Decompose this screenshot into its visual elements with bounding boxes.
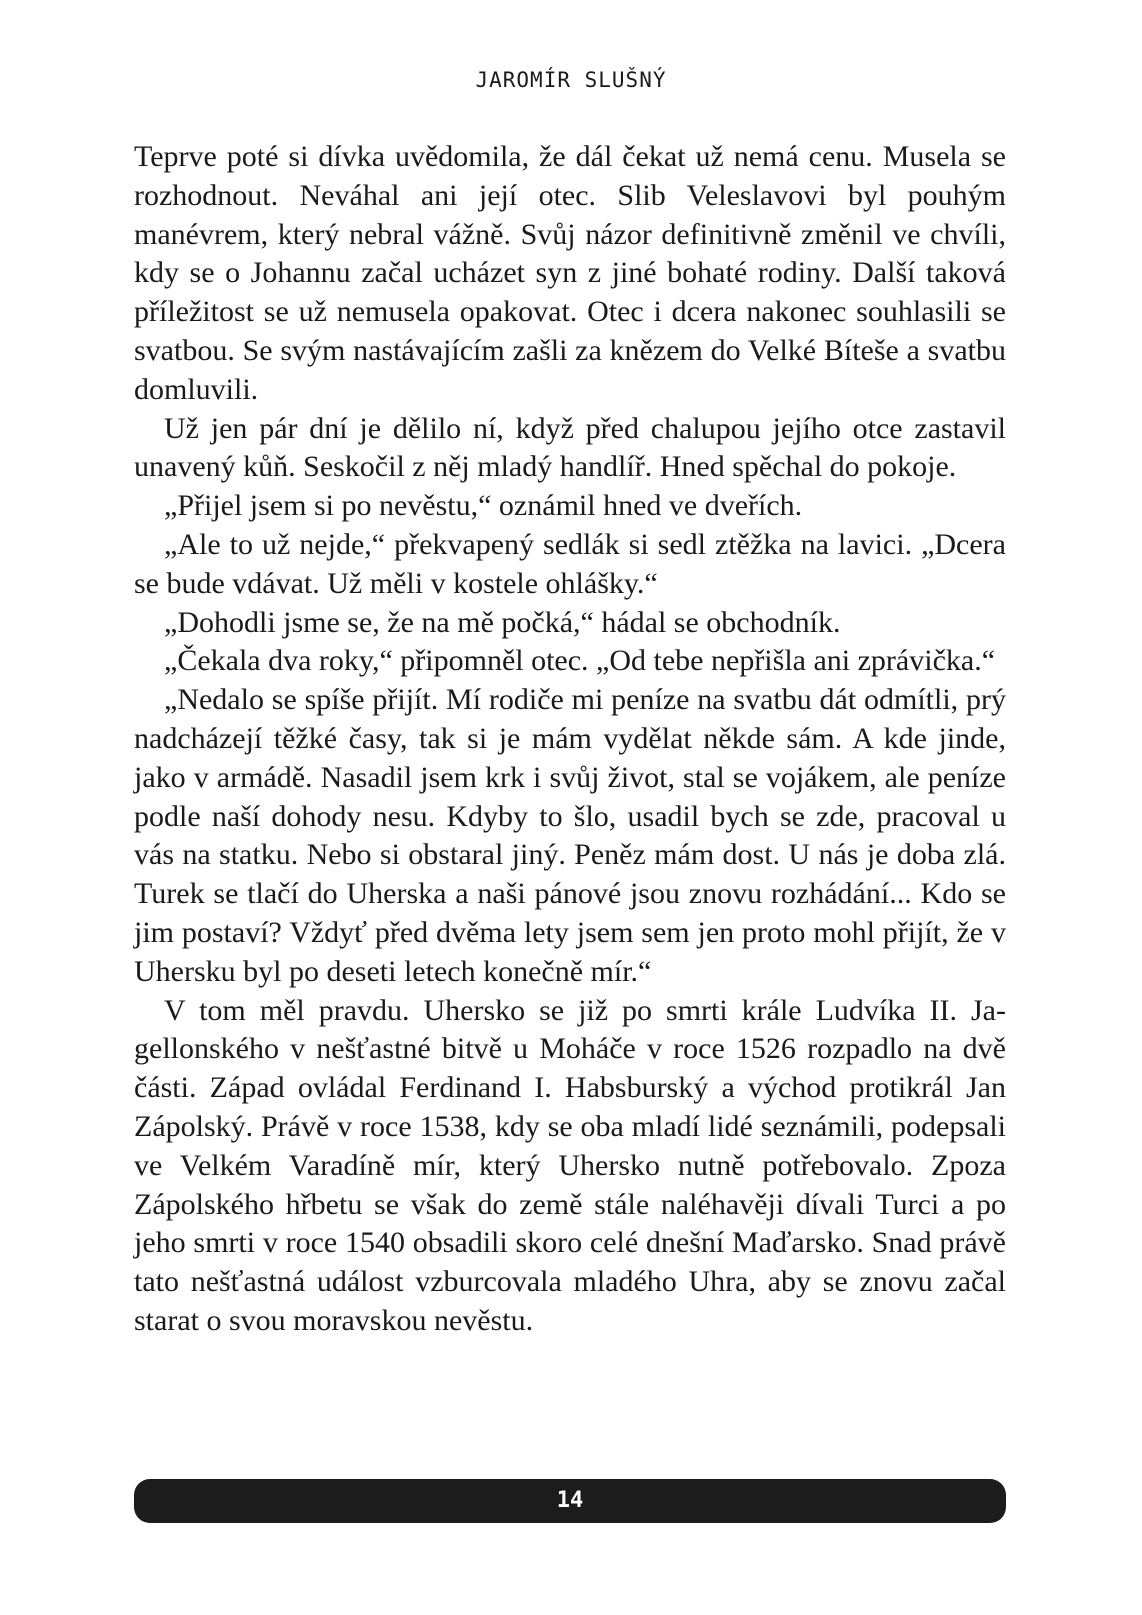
paragraph: Už jen pár dní je dělilo ní, když před chalupou jejího otce zastavil unavený kůň. Seskočil z něj mladý handlíř. Hned spěchal do pokoje. (134, 411, 1006, 484)
paragraph: Teprve poté si dívka uvědomila, že dál čekat už nemá cenu. Musela se rozhodnout. Neváhal ani její otec. Slib Veleslavovi byl pouhým manévrem, který nebral vážně. Svůj názor definitivně změnil ve chvíli, kdy se o Johannu začal ucházet syn z jiné bohaté rodiny. Další taková příležitost se už nemusela opakovat. Otec i dcera nakonec souhlasili se svatbou. Se svým nastávajícím zašli za knězem do Velké Bíteše a svatbu domluvili. (134, 140, 1006, 406)
paragraph: „Ale to už nejde,“ překvapený sedlák si sedl ztěžka na lavici. „Dcera se bude vdávat. Už měli v kostele ohlášky.“ (134, 527, 1006, 600)
footer-bar (134, 1479, 1006, 1523)
paragraph: V tom měl pravdu. Uhersko se již po smrti krále Ludvíka II. Jagellonského v nešťastné bitvě u Moháče v roce 1526 rozpadlo na dvě části. Západ ovládal Ferdinand I. Habsburský a východ protikrál Jan Zápolský. Právě v roce 1538, kdy se oba mladí lidé seznámili, podepsali ve Velkém Varadíně mír, který Uhersko nutně potřebovalo. Zpoza Zápolského hřbetu se však do země stále naléhavěji dívali Turci a po jeho smrti v roce 1540 obsadili skoro celé dnešní Maďarsko. Snad právě tato nešťastná událost vzburcovala mladého Uhra, aby se znovu začal starat o svou moravskou nevěstu. (134, 993, 1006, 1337)
running-head-author: JAROMÍR SLUŠNÝ (475, 68, 667, 92)
paragraph: „Nedalo se spíše přijít. Mí rodiče mi peníze na svatbu dát odmítli, prý nadcházejí těžké časy, tak si je mám vydělat někde sám. A kde jinde, jako v armádě. Nasadil jsem krk i svůj život, stal se vojákem, ale peníze podle naší dohody nesu. Kdyby to šlo, usadil bych se zde, pracoval u vás na statku. Nebo si obstaral jiný. Peněz mám dost. U nás je doba zlá. Turek se tlačí do Uherska a naši pánové jsou znovu rozhádání... Kdo se jim postaví? Vždyť před dvěma lety jsem sem jen proto mohl přijít, že v Uhersku byl po deseti letech konečně mír.“ (134, 683, 1006, 988)
paragraph: „Přijel jsem si po nevěstu,“ oznámil hned ve dveřích. (164, 489, 803, 523)
paragraph: „Dohodli jsme se, že na mě počká,“ hádal se obchodník. (164, 605, 841, 639)
paragraph: „Čekala dva roky,“ připomněl otec. „Od tebe nepřišla ani zprávička.“ (164, 644, 996, 678)
body-text (134, 138, 1006, 1341)
page-number: 14 (556, 1488, 584, 1513)
